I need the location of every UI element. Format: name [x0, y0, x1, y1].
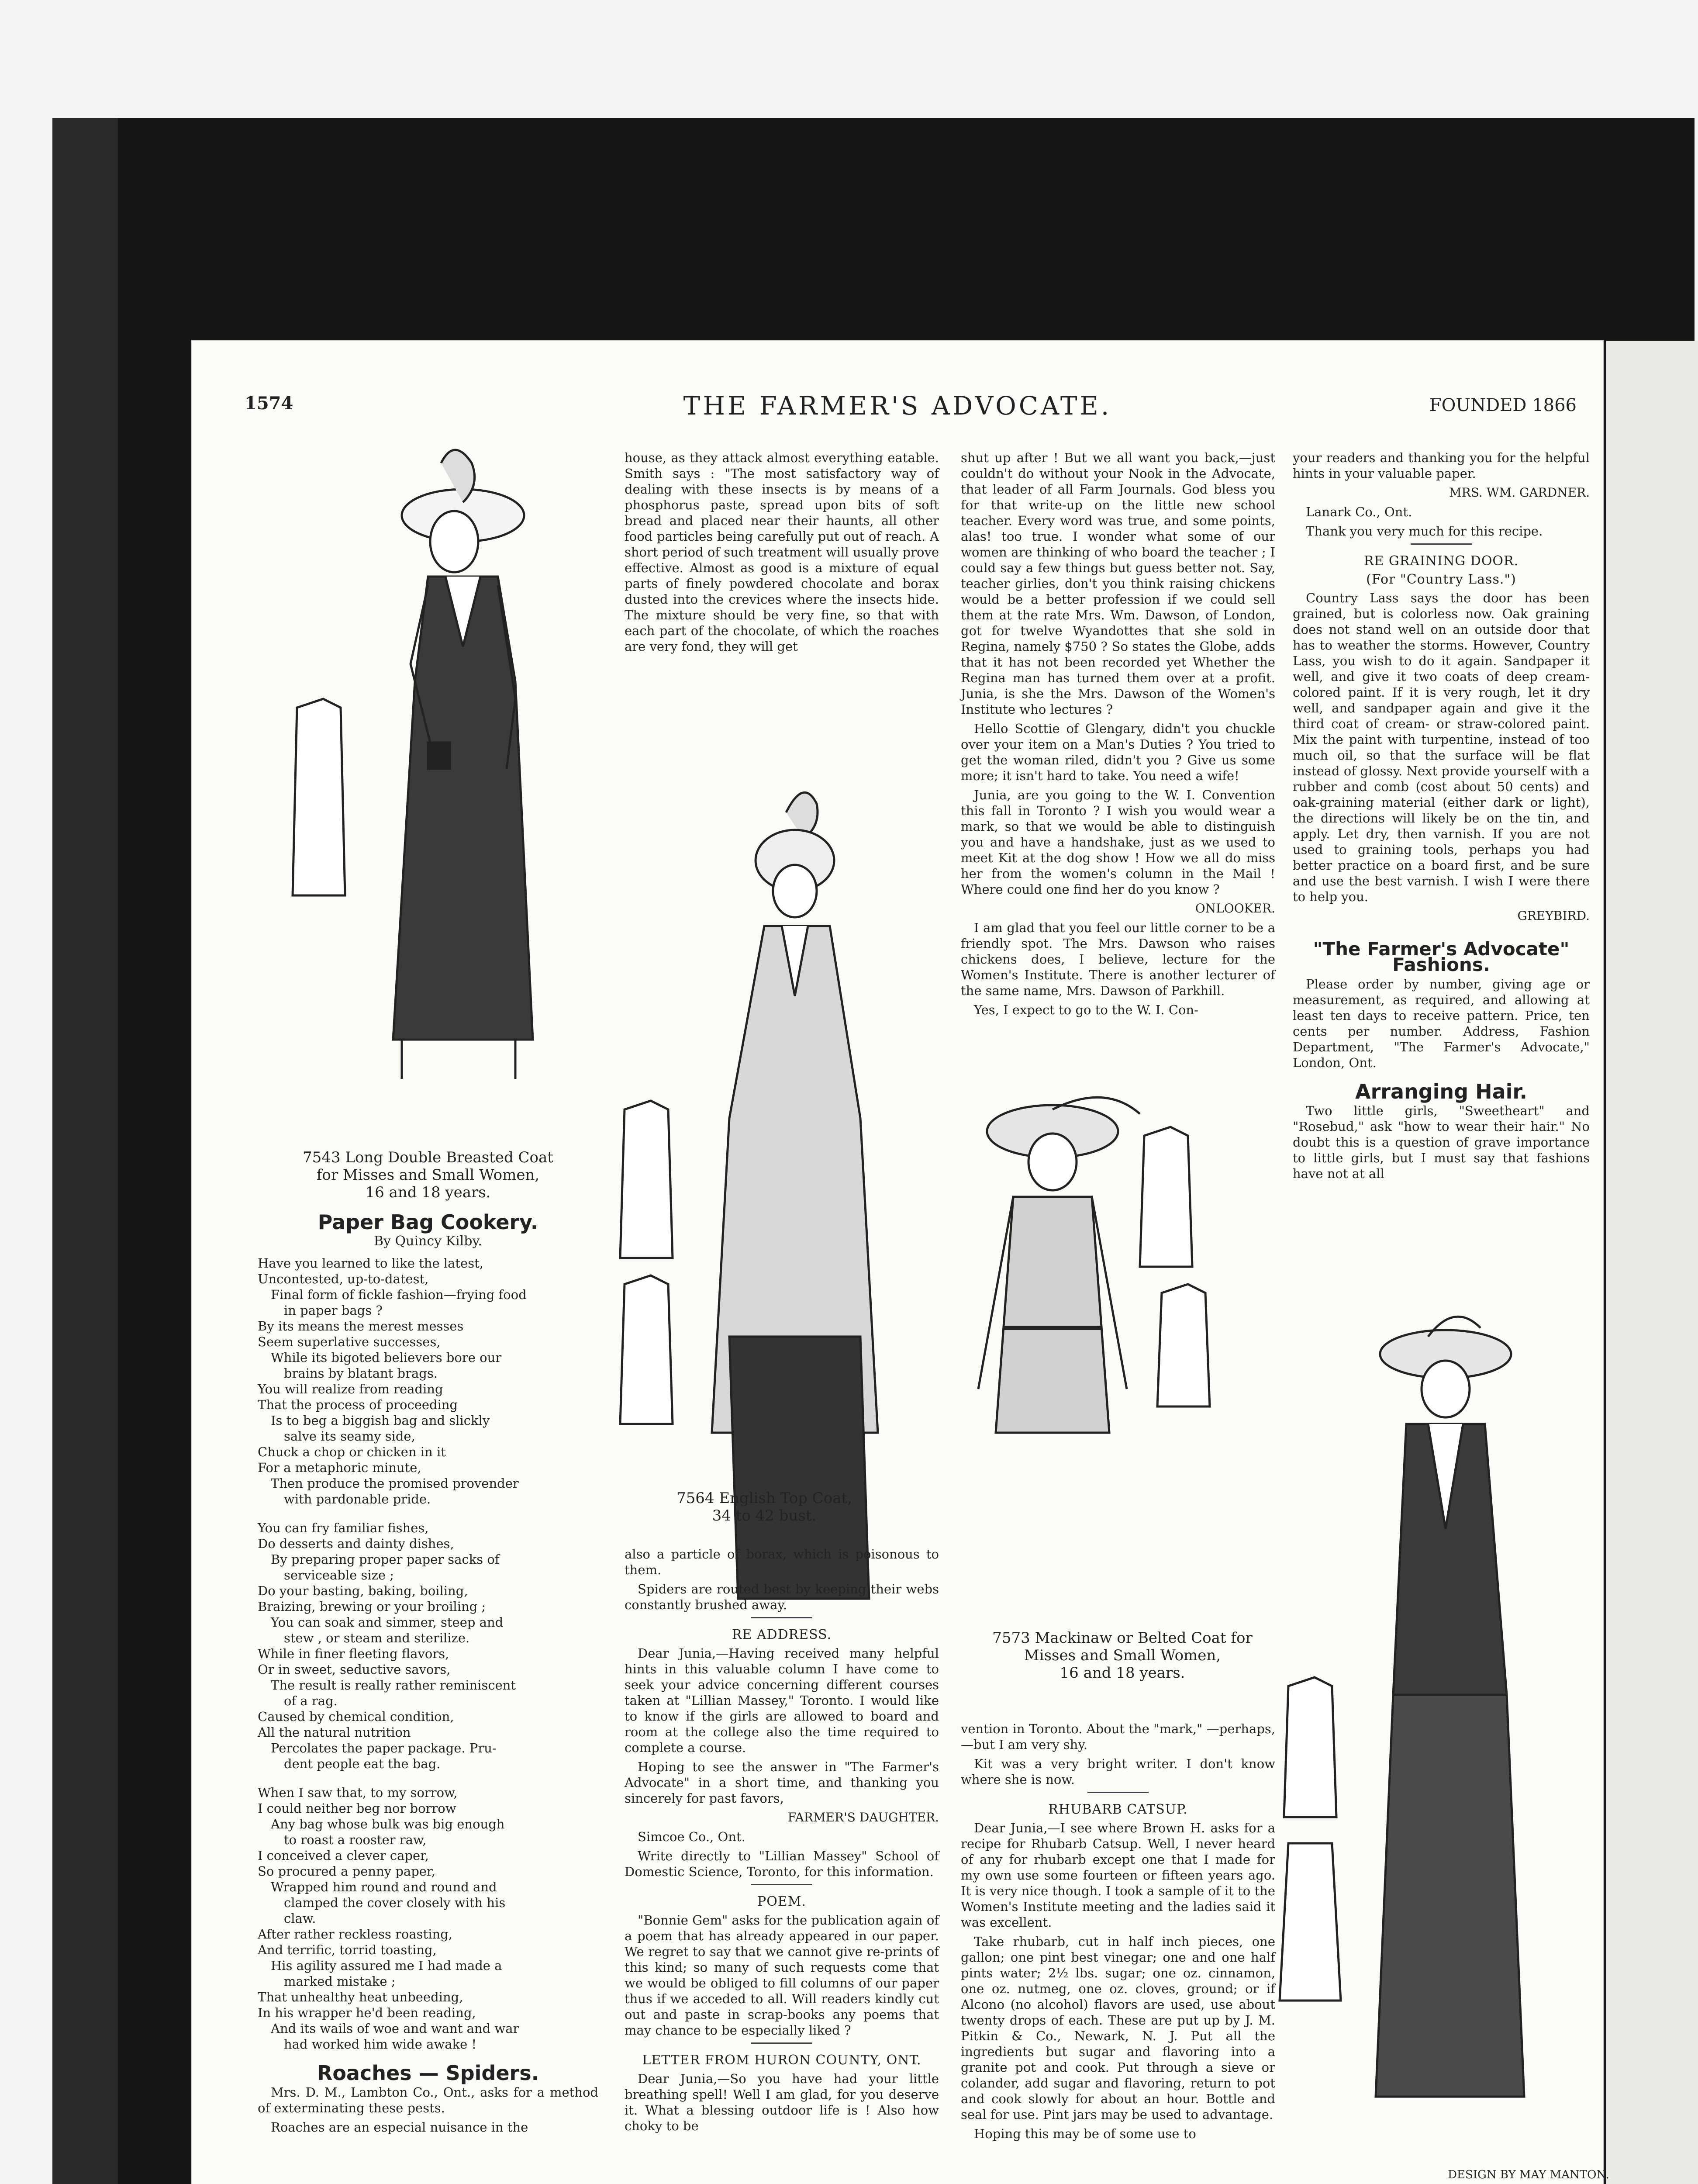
poem-paper-bag-cookery: [258, 1255, 598, 2052]
paragraph: vention in Toronto. About the "mark," —perhaps,—but I am very shy.: [961, 1721, 1275, 1752]
paragraph: Please order by number, giving age or measurement, as required, and allowing at least ten days to receive pattern. Price, ten cents per number. Address, Fashion Department, "The Farmer's Advocate," London, Ont.: [1293, 977, 1590, 1070]
paragraph: Thank you very much for this recipe.: [1306, 524, 1543, 539]
subhead-country-lass: (For "Country Lass."): [1366, 572, 1516, 587]
column-4-top: [1293, 450, 1590, 1185]
section-title-arranging-hair: Arranging Hair.: [1355, 1080, 1528, 1103]
paragraph: Dear Junia,—I see where Brown H. asks for a recipe for Rhubarb Catsup. Well, I never heard of any for rhubarb except one that I made for my own use some fourteen or fifteen years ago. It is very nice though. I took a sample of it to the Women's Institute meeting and the ladies said it was excellent.: [961, 1821, 1275, 1930]
paragraph: Hoping to see the answer in "The Farmer's Advocate" in a short time, and thanking you sincerely for past favors,: [625, 1759, 939, 1806]
poem-line: That the process of proceeding: [258, 1397, 458, 1412]
caption-7487: DESIGN BY MAY MANTON.: [1448, 2168, 1609, 2181]
poem-line: All the natural nutrition: [258, 1725, 411, 1740]
poem-line: [258, 1507, 598, 1520]
column-2-top: [625, 450, 939, 658]
subhead-rhubarb-catsup: RHUBARB CATSUP.: [1048, 1802, 1188, 1817]
poem-line: to roast a rooster raw,: [284, 1832, 427, 1847]
adjacent-page-edge: [1606, 341, 1698, 2184]
fashion-illustration-7487: [1262, 1302, 1594, 2132]
poem-line: I conceived a clever caper,: [258, 1848, 429, 1863]
poem-line: In his wrapper he'd been reading,: [258, 2005, 476, 2020]
poem-line: Have you learned to like the latest,: [258, 1256, 483, 1271]
poem-line: By preparing proper paper sacks of: [271, 1552, 500, 1567]
poem-line: The result is really rather reminiscent: [271, 1678, 516, 1693]
founded-label: FOUNDED 1866: [1429, 395, 1577, 415]
poem-line: You can soak and simmer, steep and: [271, 1615, 504, 1630]
signature: MRS. WM. GARDNER.: [1449, 485, 1590, 500]
subhead-poem: POEM.: [757, 1894, 806, 1909]
poem-line: By its means the merest messes: [258, 1319, 464, 1334]
poem-line: Chuck a chop or chicken in it: [258, 1444, 446, 1459]
paragraph: Dear Junia,—So you have had your little breathing spell! Well I am glad, for you deserve it. What a blessing outdoor life is ! Also how choky to be: [625, 2071, 939, 2133]
poem-line: And terrific, torrid toasting,: [258, 1942, 437, 1957]
paragraph: Spiders are routed best by keeping their webs constantly brushed away.: [625, 1582, 939, 1612]
subhead-re-address: RE ADDRESS.: [732, 1627, 832, 1642]
location: Simcoe Co., Ont.: [638, 1829, 745, 1844]
poem-line: His agility assured me I had made a: [271, 1958, 502, 1973]
paragraph: Mrs. D. M., Lambton Co., Ont., asks for a method of exterminating these pests.: [258, 2085, 598, 2115]
poem-line: clamped the cover closely with his: [284, 1895, 506, 1910]
paragraph: I am glad that you feel our little corner to be a friendly spot. The Mrs. Dawson who raises chickens does, I believe, lecture for the Women's Institute. There is another lecturer of the same name, Mrs. Dawson of Parkhill.: [961, 920, 1275, 998]
masthead-title: THE FARMER'S ADVOCATE.: [683, 391, 1112, 421]
section-title-fashions: "The Farmer's Advocate" Fashions.: [1313, 938, 1570, 975]
paragraph: house, as they attack almost everything eatable. Smith says : "The most satisfactory way of dealing with these insects is by means of a phosphorus paste, spread upon bits of soft bread and placed near their haunts, all other food particles being carefully put out of reach. A short period of such treatment will usually prove effective. Almost as good is a mixture of equal parts of finely powdered chocolate and borax dusted into the crevices where the insects hide. The mixture should be very fine, so that with each part of the chocolate, of which the roaches are very fond, they will get: [625, 450, 939, 654]
paragraph: shut up after ! But we all want you back,—just couldn't do without your Nook in the Advocate, that leader of all Farm Journals. God bless you for that write-up on the little new school teacher. Every word was true, and some points, alas! too true. I wonder what some of our women are thinking of who board the teacher ; I could say a few things but guess better not. Say, teacher girlies, don't you think raising chickens would be a better profession if we could sell them at the rate Mrs. Wm. Dawson, of London, got for twelve Wyandottes that she sold in Regina, namely $750 ? So states the Globe, adds that it has not been recorded yet Whether the Regina man has turned them over at a profit. Junia, is she the Mrs. Dawson of the Women's Institute who lectures ?: [961, 450, 1275, 717]
poem-line: While its bigoted believers bore our: [271, 1350, 502, 1365]
poem-line: dent people eat the bag.: [284, 1756, 441, 1771]
paragraph: your readers and thanking you for the helpful hints in your valuable paper.: [1293, 450, 1590, 481]
signature: GREYBIRD.: [1517, 909, 1590, 923]
paragraph: Junia, are you going to the W. I. Convention this fall in Toronto ? I wish you would wear a mark, so that we would be able to distinguish you and have a handshake, just as we used to meet Kit at the dog show ! How we all do miss her from the women's column in the Mail ! Where could one find her do you know ?: [961, 788, 1275, 897]
paragraph: Hoping this may be of some use to: [974, 2126, 1196, 2141]
paragraph: Two little girls, "Sweetheart" and "Rosebud," ask "how to wear their hair." No doubt this is a question of grave importance to little girls, but I must say that fashions have not at all: [1293, 1103, 1590, 1181]
poem-line: [258, 1772, 598, 1785]
poem-line: While in finer fleeting flavors,: [258, 1646, 449, 1661]
paragraph: also a particle of borax, which is poisonous to them.: [625, 1547, 939, 1577]
page-number: 1574: [245, 393, 293, 414]
paragraph: "Bonnie Gem" asks for the publication again of a poem that has already appeared in our paper. We regret to say that we cannot give re-prints of this kind; so many of such requests come that we would be obliged to fill columns of our paper thus if we acceded to all. Will readers kindly cut out and paste in scrap-books any poems that may chance to be especially liked ?: [625, 1913, 939, 2038]
poem-line: Braizing, brewing or your broiling ;: [258, 1599, 486, 1614]
poem-line: Final form of fickle fashion—frying food: [271, 1287, 527, 1302]
section-title-roaches-spiders: Roaches — Spiders.: [317, 2061, 539, 2085]
paragraph: Country Lass says the door has been grained, but is colorless now. Oak graining does not stand well on an outside door that has to weather the storms. However, Country Lass, you wish to do it again. Sandpaper it well, and give it two coats of deep cream-colored paint. If it is very rough, let it dry well, and sandpaper again and give it the third coat of cream- or straw-colored paint. Mix the paint with turpentine, instead of too much oil, so that the surface will be flat instead of glossy. Next provide yourself with a rubber and comb (cost about 50 cents) and oak-graining material (either dark or light), the directions will likely be on the tin, and apply. Let dry, then varnish. If you are not used to graining tools, perhaps you had better practice on a board first, and be sure and use the best varnish. I wish I were there to help you.: [1293, 591, 1590, 904]
paragraph: Take rhubarb, cut in half inch pieces, one gallon; one pint best vinegar; one and one half pints water; 2½ lbs. sugar; one oz. cinnamon, one oz. nutmeg, one oz. cloves, ground; or if Alcono (no alcohol) flavors are used, use about twenty drops of each. These are put up by J. M. Pitkin & Co., Newark, N. J. Put all the ingredients but sugar and flavoring into a granite pot and cook. Put through a sieve or colander, add sugar and flavoring, return to pot and cook slowly for about an hour. Bottle and seal for use. Pint jars may be used to advantage.: [961, 1934, 1275, 2122]
poem-line: marked mistake ;: [284, 1974, 396, 1989]
poem-line: For a metaphoric minute,: [258, 1460, 421, 1475]
column-3-bottom: [961, 1721, 1275, 2145]
newspaper-page: [192, 341, 1609, 2184]
signature: ONLOOKER.: [1195, 901, 1275, 916]
poem-line: Is to beg a biggish bag and slickly: [271, 1413, 490, 1428]
paragraph: Write directly to "Lillian Massey" School of Domestic Science, Toronto, for this information.: [625, 1849, 939, 1879]
poem-line: with pardonable pride.: [284, 1492, 431, 1507]
poem-line: I could neither beg nor borrow: [258, 1801, 456, 1816]
poem-line: Then produce the promised provender: [271, 1476, 519, 1491]
poem-line: After rather reckless roasting,: [258, 1927, 452, 1942]
location: Lanark Co., Ont.: [1306, 505, 1412, 519]
poem-line: Uncontested, up-to-datest,: [258, 1272, 429, 1286]
poem-line: stew , or steam and sterilize.: [284, 1631, 470, 1645]
poem-line: So procured a penny paper,: [258, 1864, 435, 1879]
poem-line: Wrapped him round and round and: [271, 1880, 497, 1894]
paragraph: Dear Junia,—Having received many helpful hints in this valuable column I have come to seek your advice concerning different courses taken at "Lillian Massey," Toronto. I would like to know if the girls are allowed to board and room at the college also the time required to complete a course.: [625, 1646, 939, 1755]
column-3-top: [961, 450, 1275, 1021]
fashion-illustration-7573: [952, 1083, 1284, 1625]
poem-line: That unhealthy heat unbeeding,: [258, 1990, 463, 2004]
section-title-paper-bag-cookery: Paper Bag Cookery.: [318, 1210, 538, 1234]
signature: FARMER'S DAUGHTER.: [787, 1810, 939, 1825]
poem-line: And its wails of woe and want and war: [271, 2021, 519, 2036]
poem-line: of a rag.: [284, 1693, 338, 1708]
column-1: [258, 1210, 598, 2139]
poem-line: Seem superlative successes,: [258, 1334, 441, 1349]
poem-line: You will realize from reading: [258, 1382, 443, 1396]
byline: By Quincy Kilby.: [374, 1234, 482, 1249]
poem-line: You can fry familiar fishes,: [258, 1521, 429, 1535]
subhead-huron-county: LETTER FROM HURON COUNTY, ONT.: [642, 2053, 921, 2068]
paragraph: Kit was a very bright writer. I don't know where she is now.: [961, 1756, 1275, 1787]
poem-line: claw.: [284, 1911, 316, 1926]
poem-line: brains by blatant brags.: [284, 1366, 438, 1381]
paragraph: Hello Scottie of Glengary, didn't you chuckle over your item on a Man's Duties ? You tried to get the woman riled, didn't you ? Give us some more; it isn't hard to take. You need a wife!: [961, 721, 1275, 783]
caption-7543: 7543 Long Double Breasted Coat for Misses and Small Women, 16 and 18 years.: [303, 1149, 553, 1201]
poem-line: Do desserts and dainty dishes,: [258, 1536, 454, 1551]
poem-line: Percolates the paper package. Pru-: [271, 1741, 497, 1755]
column-2-bottom: [625, 1546, 939, 2137]
caption-7564: 7564 English Top Coat, 34 to 42 bust.: [676, 1489, 852, 1524]
poem-line: in paper bags ?: [284, 1303, 383, 1318]
subhead-re-graining-door: RE GRAINING DOOR.: [1363, 553, 1519, 569]
poem-line: Do your basting, baking, boiling,: [258, 1583, 468, 1598]
poem-line: Or in sweet, seductive savors,: [258, 1662, 451, 1677]
paragraph: Roaches are an especial nuisance in the: [271, 2120, 528, 2135]
poem-line: salve its seamy side,: [284, 1429, 415, 1444]
poem-line: Any bag whose bulk was big enough: [271, 1817, 505, 1832]
poem-line: When I saw that, to my sorrow,: [258, 1785, 458, 1800]
fashion-illustration-7543: [271, 437, 576, 1144]
paragraph: Yes, I expect to go to the W. I. Con-: [974, 1002, 1198, 1017]
poem-line: Caused by chemical condition,: [258, 1709, 454, 1724]
poem-line: serviceable size ;: [284, 1568, 394, 1583]
caption-7573: 7573 Mackinaw or Belted Coat for Misses and Small Women, 16 and 18 years.: [992, 1629, 1253, 1682]
poem-line: had worked him wide awake !: [284, 2037, 477, 2052]
